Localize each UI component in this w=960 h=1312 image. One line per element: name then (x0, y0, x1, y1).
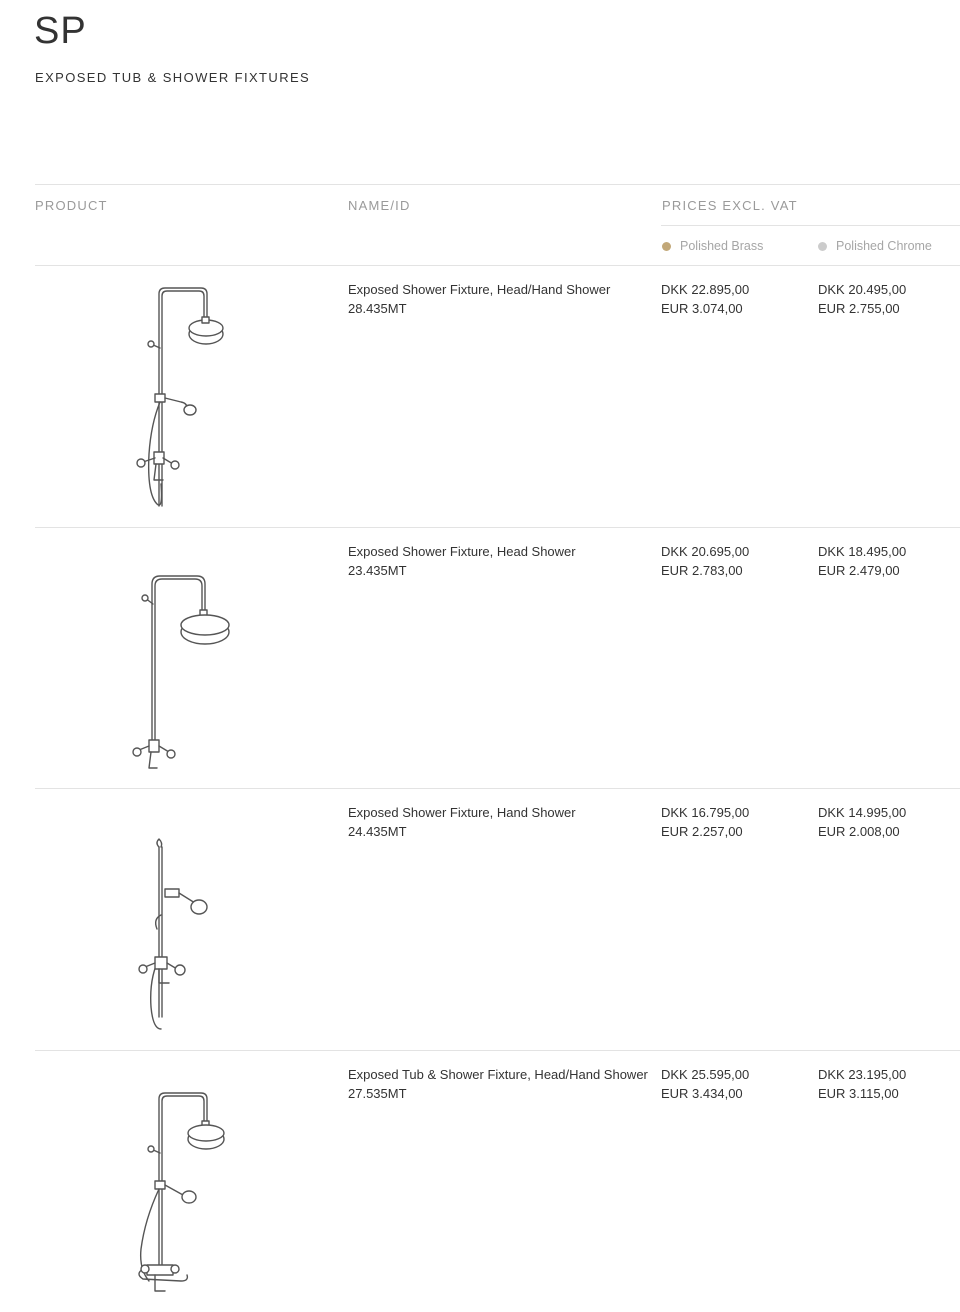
product-id: 24.435MT (348, 824, 407, 839)
product-name (348, 1065, 648, 1103)
price-eur: EUR 2.479,00 (818, 563, 900, 578)
column-header-name-id: NAME/ID (348, 198, 411, 213)
price-polished-brass (661, 1065, 749, 1103)
product-name (348, 542, 576, 580)
table-top-divider (35, 184, 960, 185)
price-dkk: DKK 20.495,00 (818, 282, 907, 297)
product-name (348, 280, 610, 318)
column-header-product: PRODUCT (35, 198, 108, 213)
price-dkk: DKK 25.595,00 (661, 1067, 750, 1082)
prices-header-divider (661, 225, 960, 226)
hand-shower-icon (125, 807, 235, 1035)
price-polished-brass (661, 803, 749, 841)
price-eur: EUR 2.257,00 (661, 824, 743, 839)
price-dkk: DKK 22.895,00 (661, 282, 750, 297)
price-dkk: DKK 23.195,00 (818, 1067, 907, 1082)
table-row (0, 1051, 960, 1312)
product-title: Exposed Shower Fixture, Hand Shower (348, 805, 576, 820)
price-polished-chrome (818, 542, 906, 580)
table-row (0, 789, 960, 1050)
product-id: 23.435MT (348, 563, 407, 578)
price-dkk: DKK 20.695,00 (661, 544, 750, 559)
shower-head-hand-icon (125, 284, 235, 512)
shower-head-icon (125, 546, 235, 774)
finish-label: Polished Chrome (836, 239, 932, 253)
price-polished-chrome (818, 803, 906, 841)
table-row (0, 528, 960, 789)
page-title: SP (34, 10, 87, 52)
price-eur: EUR 3.115,00 (818, 1086, 899, 1101)
price-dkk: DKK 16.795,00 (661, 805, 750, 820)
product-id: 27.535MT (348, 1086, 407, 1101)
product-title: Exposed Tub & Shower Fixture, Head/Hand Shower (348, 1067, 648, 1082)
tub-shower-head-hand-icon (125, 1069, 235, 1297)
finish-label: Polished Brass (680, 239, 764, 253)
price-polished-chrome (818, 280, 906, 318)
price-eur: EUR 2.755,00 (818, 301, 900, 316)
price-eur: EUR 2.008,00 (818, 824, 900, 839)
product-title: Exposed Shower Fixture, Head/Hand Shower (348, 282, 611, 297)
polished-chrome-swatch (818, 242, 827, 251)
product-name (348, 803, 576, 841)
page-subtitle: EXPOSED TUB & SHOWER FIXTURES (35, 70, 311, 85)
price-dkk: DKK 14.995,00 (818, 805, 907, 820)
finish-polished-chrome (818, 239, 932, 253)
column-header-prices: PRICES EXCL. VAT (662, 198, 798, 213)
product-id: 28.435MT (348, 301, 407, 316)
product-title: Exposed Shower Fixture, Head Shower (348, 544, 576, 559)
price-eur: EUR 3.434,00 (661, 1086, 743, 1101)
price-polished-brass (661, 542, 749, 580)
price-eur: EUR 2.783,00 (661, 563, 743, 578)
price-dkk: DKK 18.495,00 (818, 544, 907, 559)
price-polished-brass (661, 280, 749, 318)
polished-brass-swatch (662, 242, 671, 251)
finish-polished-brass (662, 239, 763, 253)
price-eur: EUR 3.074,00 (661, 301, 743, 316)
price-polished-chrome (818, 1065, 906, 1103)
table-row (0, 266, 960, 527)
